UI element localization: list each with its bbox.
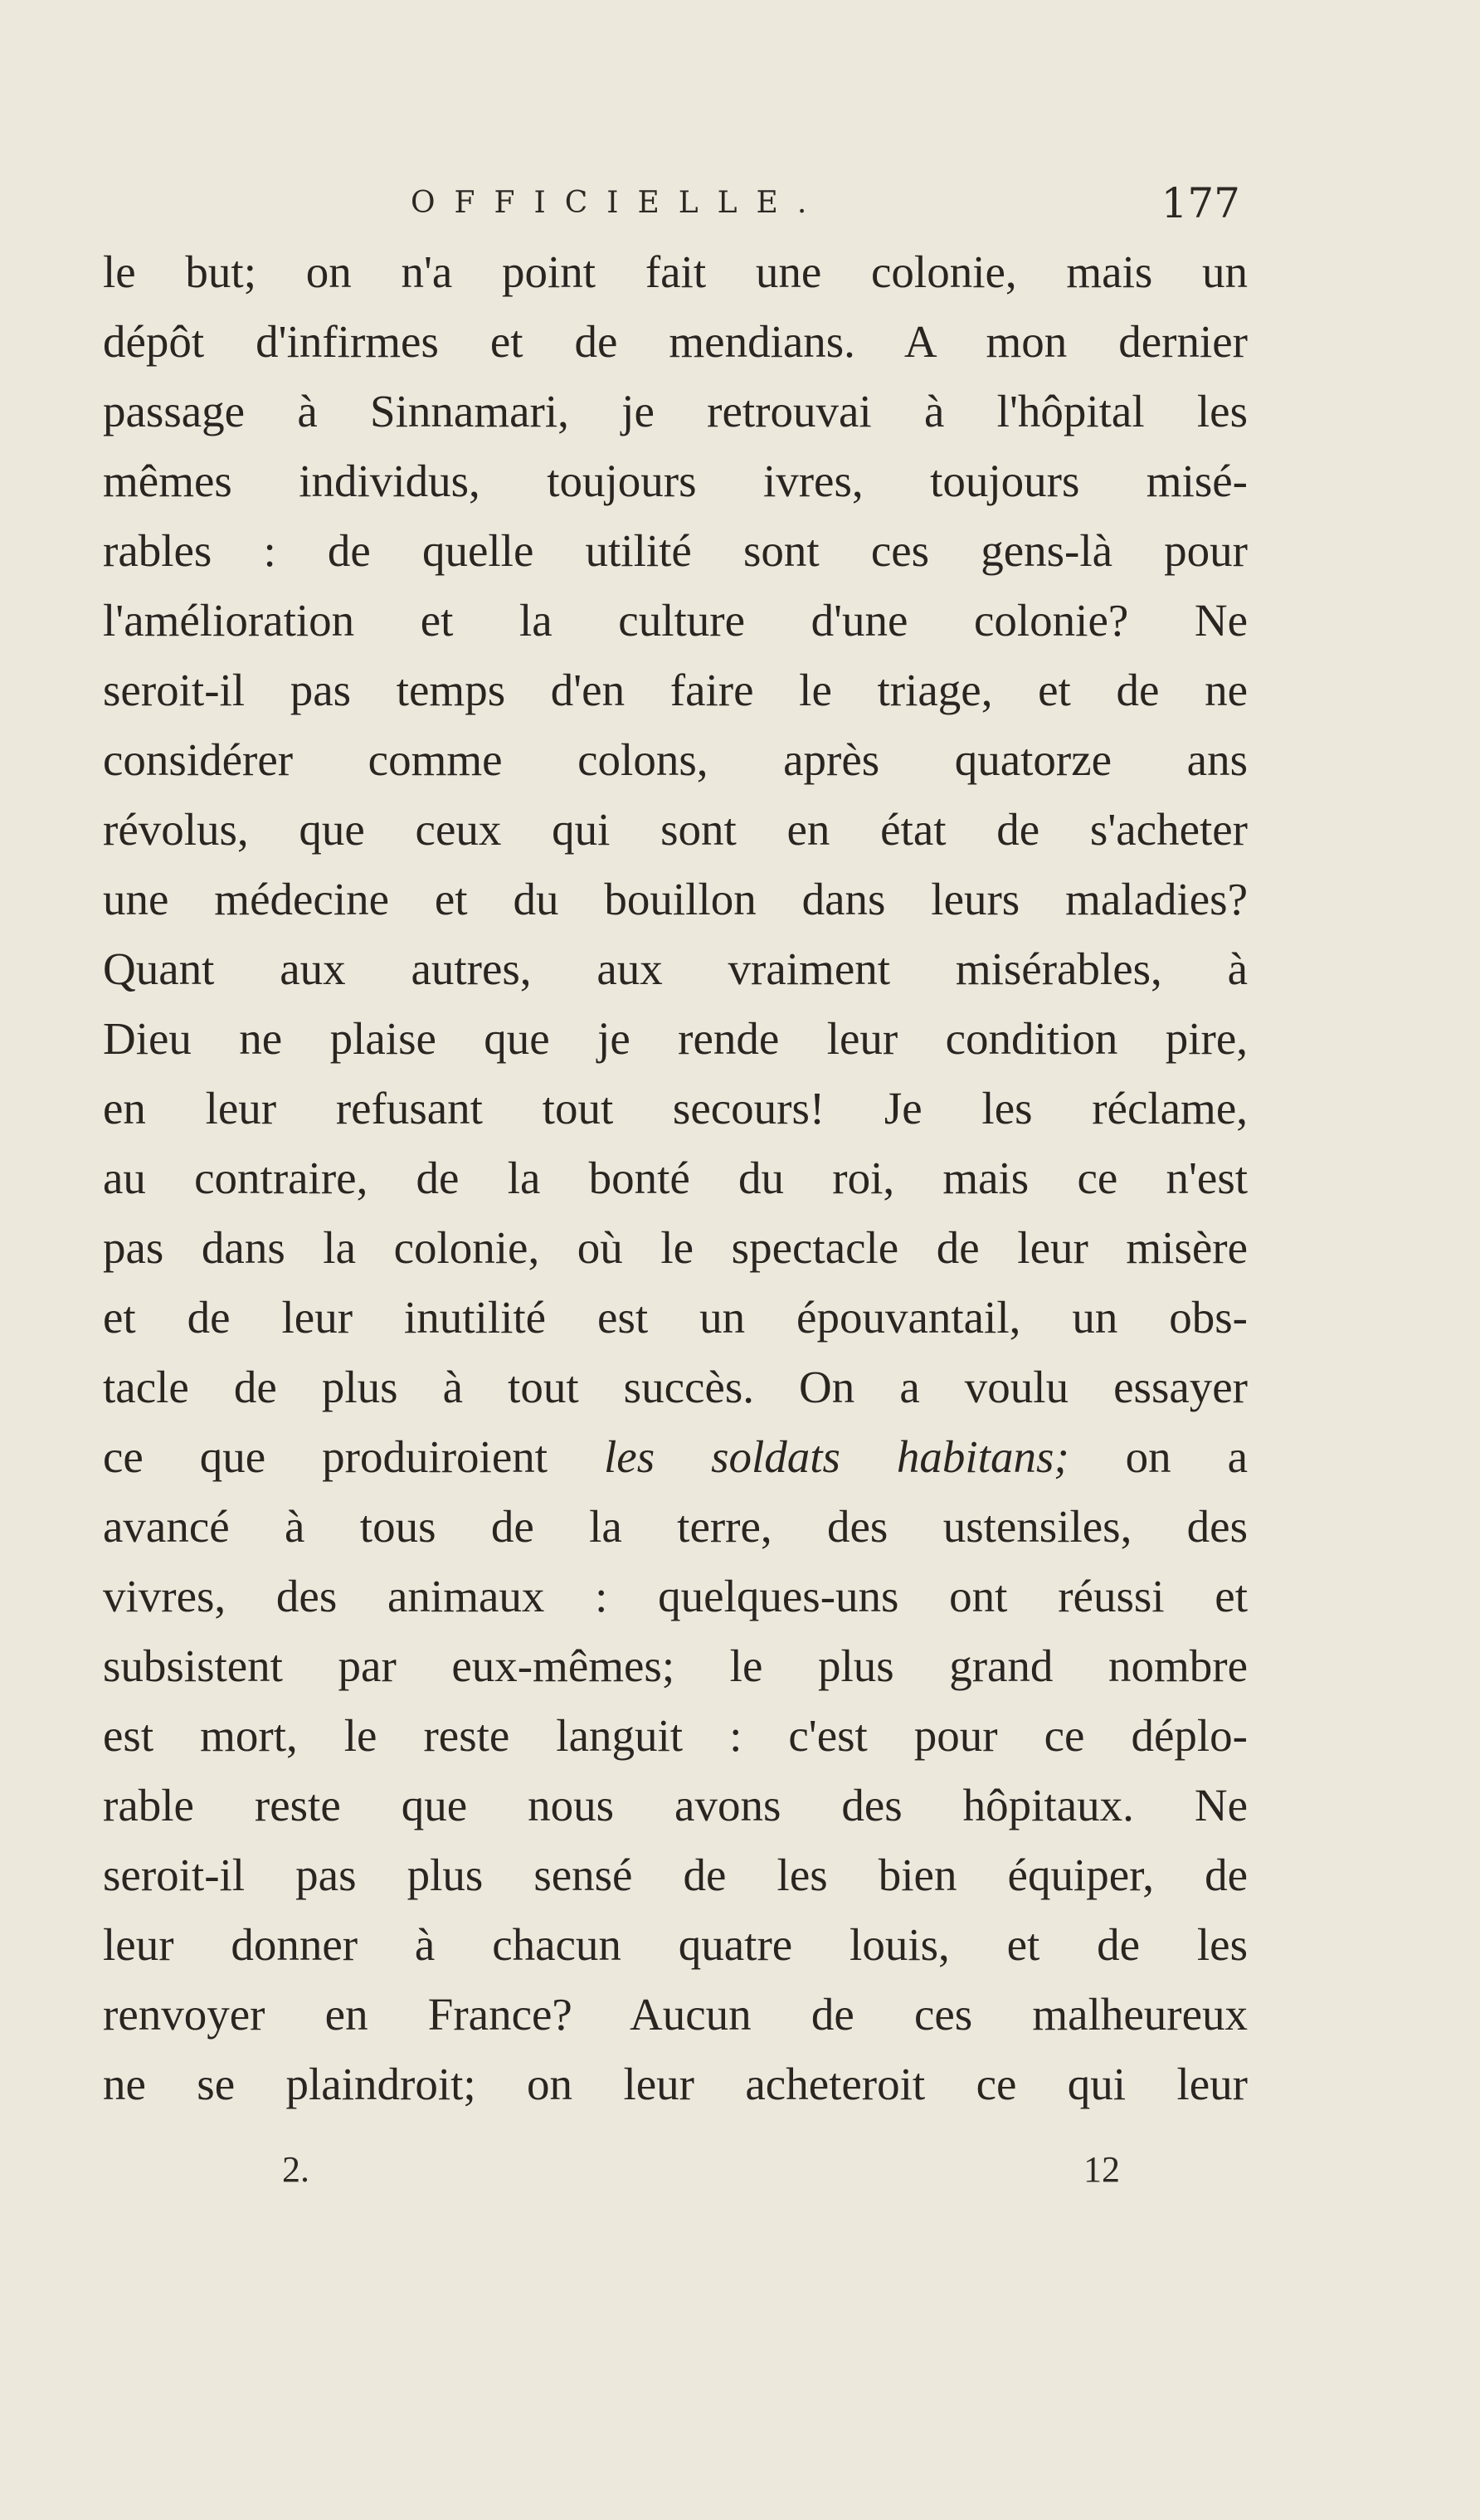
signature-mark: 2. bbox=[282, 2149, 309, 2190]
text-line: passage à Sinnamari, je retrouvai à l'hôpital les bbox=[103, 386, 1248, 436]
text-line: et de leur inutilité est un épouvantail, un obs- bbox=[103, 1292, 1248, 1343]
text-line: seroit-il pas temps d'en faire le triage, et de ne bbox=[103, 665, 1248, 715]
text-line: ne se plaindroit; on leur acheteroit ce qui leur bbox=[103, 2059, 1248, 2109]
running-title: OFFICIELLE. bbox=[411, 186, 826, 220]
text-line: rable reste que nous avons des hôpitaux. Ne bbox=[103, 1780, 1248, 1830]
text-line: considérer comme colons, après quatorze ans bbox=[103, 734, 1248, 785]
text-segment: ce que produiroient bbox=[103, 1431, 548, 1482]
text-line: mêmes individus, toujours ivres, toujours misé- bbox=[103, 456, 1248, 506]
page-number: 177 bbox=[1161, 179, 1240, 227]
text-line: Quant aux autres, aux vraiment misérables, à bbox=[103, 943, 1248, 994]
sheet-number: 12 bbox=[1083, 2149, 1120, 2190]
italic-phrase: les soldats habitans; bbox=[604, 1431, 1069, 1482]
body-text bbox=[103, 237, 1248, 2119]
text-line: rables : de quelle utilité sont ces gens-là pour bbox=[103, 525, 1248, 576]
text-line: pas dans la colonie, où le spectacle de leur misère bbox=[103, 1222, 1248, 1273]
text-line: renvoyer en France? Aucun de ces malheureux bbox=[103, 1989, 1248, 2040]
text-line: dépôt d'infirmes et de mendians. A mon dernier bbox=[103, 316, 1248, 367]
text-line: le but; on n'a point fait une colonie, mais un bbox=[103, 246, 1248, 297]
running-head bbox=[411, 178, 1240, 228]
text-line: subsistent par eux-mêmes; le plus grand nombre bbox=[103, 1640, 1248, 1691]
text-line: révolus, que ceux qui sont en état de s'acheter bbox=[103, 804, 1248, 855]
page-footer bbox=[282, 2145, 1120, 2195]
text-line: l'amélioration et la culture d'une colonie? Ne bbox=[103, 595, 1248, 646]
text-line: est mort, le reste languit : c'est pour ce déplo- bbox=[103, 1710, 1248, 1761]
text-line: vivres, des animaux : quelques-uns ont réussi et bbox=[103, 1571, 1248, 1621]
text-line: tacle de plus à tout succès. On a voulu essayer bbox=[103, 1362, 1248, 1412]
text-line: en leur refusant tout secours! Je les réclame, bbox=[103, 1083, 1248, 1133]
text-line: Dieu ne plaise que je rende leur condition pire, bbox=[103, 1013, 1248, 1064]
text-line-with-italic bbox=[103, 1422, 1248, 1492]
text-line: seroit-il pas plus sensé de les bien équiper, de bbox=[103, 1850, 1248, 1900]
text-line: au contraire, de la bonté du roi, mais ce n'est bbox=[103, 1153, 1248, 1203]
text-line: une médecine et du bouillon dans leurs maladies? bbox=[103, 874, 1248, 924]
text-line: leur donner à chacun quatre louis, et de les bbox=[103, 1919, 1248, 1970]
text-segment: on a bbox=[1125, 1431, 1249, 1482]
text-line: avancé à tous de la terre, des ustensiles, des bbox=[103, 1501, 1248, 1552]
